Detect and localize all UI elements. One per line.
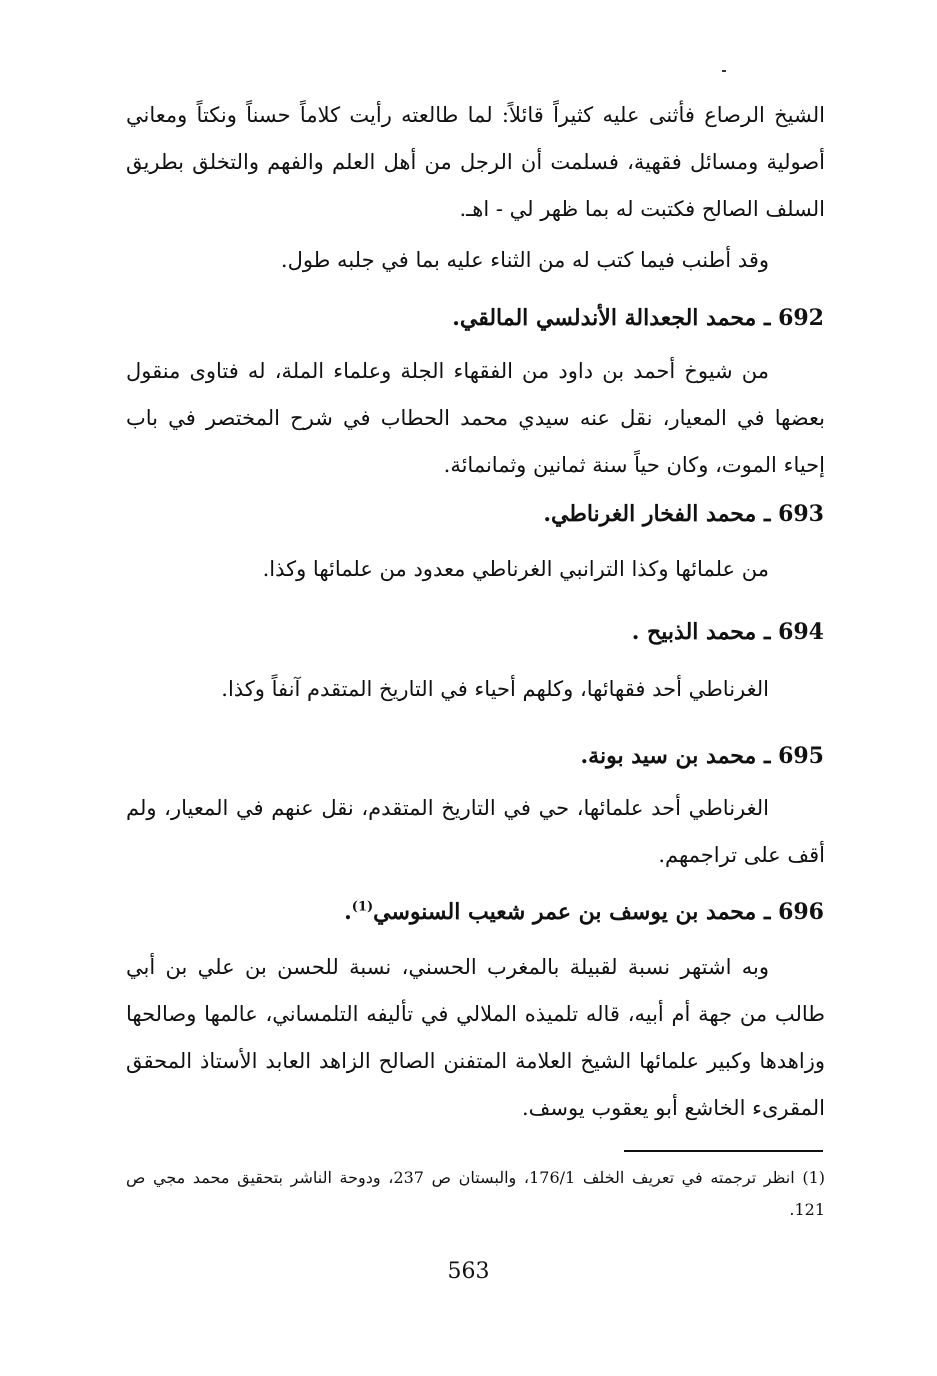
entry-heading-692: 692 ـ محمد الجعدالة الأندلسي المالقي. (452, 305, 824, 331)
footnote-marker: (1) (351, 899, 374, 915)
entry-body-696: وبه اشتهر نسبة لقبيلة بالمغرب الحسني، نسبة للحسن بن علي بن أبي طالب من جهة أم أبيه، قاله تلميذه الملالي في تأليفه التلمساني، عالمها وصالحها وزاهدها وكبير علمائها الشيخ العلامة المتفنن الصالح الزاهد العابد الأستاذ المحقق المقرىء الخاشع أبو يعقوب يوسف. (126, 955, 825, 1120)
paragraph-intro: الشيخ الرصاع فأثنى عليه كثيراً قائلاً: لما طالعته رأيت كلاماً حسناً ونكتاً ومعاني أصولية ومسائل فقهية، فسلمت أن الرجل من أهل العلم والفهم والتخلق بطريق السلف الصالح فكتبت له بما ظهر لي - اهـ. (126, 103, 825, 221)
entry-heading-694: 694 ـ محمد الذبيح . (631, 619, 824, 645)
entry-body-694: الغرناطي أحد فقهائها، وكلهم أحياء في التاريخ المتقدم آنفاً وكذا. (221, 677, 769, 701)
page-number: 563 (447, 1259, 490, 1284)
entry-body-692: من شيوخ أحمد بن داود من الفقهاء الجلة وعلماء الملة، له فتاوى منقول بعضها في المعيار، نقل عنه سيدي محمد الحطاب في شرح المختصر في باب إحياء الموت، وكان حياً سنة ثمانين وثمانمائة. (126, 359, 825, 477)
entry-heading-695: 695 ـ محمد بن سيد بونة. (580, 743, 824, 769)
entry-body-695: الغرناطي أحد علمائها، حي في التاريخ المتقدم، نقل عنهم في المعيار، ولم أقف على تراجمهم. (126, 796, 825, 867)
entry-heading-696 (126, 892, 824, 932)
entry-heading-693: 693 ـ محمد الفخار الغرناطي. (543, 501, 824, 527)
paragraph-praise: وقد أطنب فيما كتب له من الثناء عليه بما في جلبه طول. (280, 248, 769, 272)
entry-heading-696-text: 696 ـ محمد بن يوسف بن عمر شعيب السنوسي (373, 899, 824, 925)
print-speck (722, 70, 726, 72)
footnote-text: (1) انظر ترجمته في تعريف الخلف 176/1، والبستان ص 237، ودوحة الناشر بتحقيق محمد مجي ص 121. (126, 1168, 826, 1219)
entry-body-693: من علمائها وكذا الترانبي الغرناطي معدود من علمائها وكذا. (262, 557, 769, 581)
footnote-separator (624, 1150, 823, 1152)
entry-heading-696-period: . (344, 899, 352, 925)
